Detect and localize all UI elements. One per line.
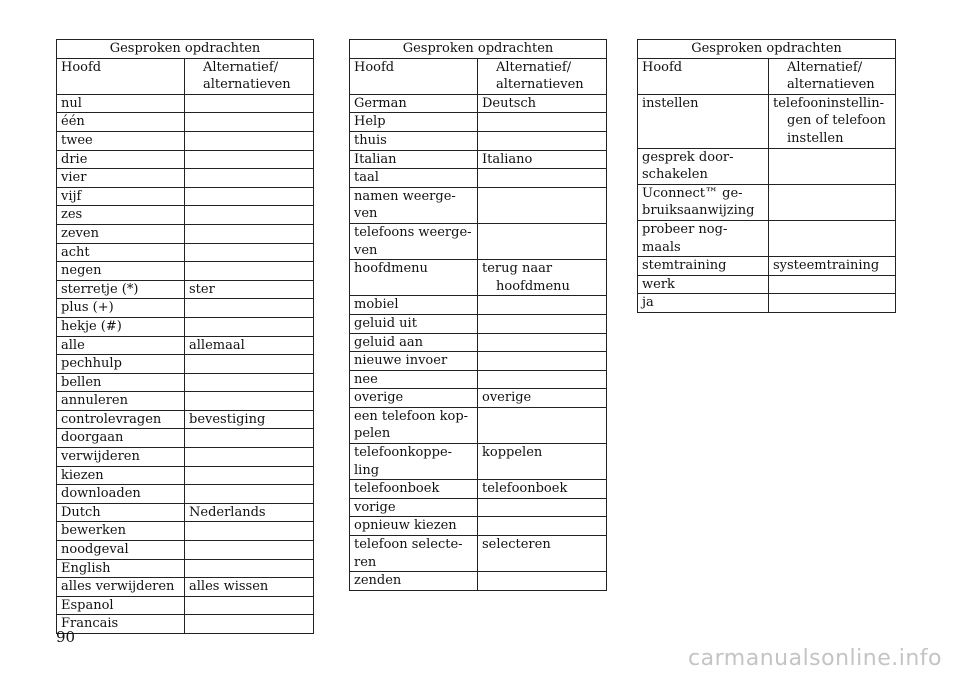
table-row [350,260,607,296]
command-main: twee [57,131,185,150]
table-row [57,336,314,355]
table-row [350,517,607,536]
command-main: vorige [350,498,478,517]
command-main: vijf [57,187,185,206]
command-main: telefoonboek [350,480,478,499]
command-main: geluid aan [350,333,478,352]
command-main: telefoon selecte- ren [350,536,478,572]
command-alternative: telefoonboek [478,480,607,499]
table-row [350,536,607,572]
table-row [57,169,314,188]
command-main: ja [638,294,769,313]
command-alternative [185,113,314,132]
command-alternative [478,223,607,259]
command-main: German [350,94,478,113]
command-alternative [478,407,607,443]
table-title-row [638,40,896,59]
command-alternative [769,220,896,256]
voice-commands-table-2 [349,39,607,591]
command-main: hekje (#) [57,317,185,336]
table-row [638,220,896,256]
command-alternative [185,299,314,318]
command-alternative: koppelen [478,444,607,480]
command-alternative [185,559,314,578]
table-row [57,596,314,615]
voice-commands-table-1 [56,39,314,634]
table-row [350,572,607,591]
command-main: Espanol [57,596,185,615]
command-main: vier [57,169,185,188]
command-alternative [478,370,607,389]
command-main: Italian [350,150,478,169]
command-alternative [769,184,896,220]
command-main: taal [350,169,478,188]
table-title: Gesproken opdrachten [638,40,896,59]
command-main: bewerken [57,522,185,541]
table-row [350,314,607,333]
table-row [350,333,607,352]
command-main: één [57,113,185,132]
command-main: Francais [57,615,185,634]
table-row [57,299,314,318]
table-row [638,275,896,294]
command-alternative [185,169,314,188]
command-alternative [478,572,607,591]
table-row [350,187,607,223]
table-row [57,615,314,634]
command-alternative [185,150,314,169]
command-main: zeven [57,224,185,243]
command-alternative: overige [478,389,607,408]
table-row [350,113,607,132]
command-main: geluid uit [350,314,478,333]
command-main: pechhulp [57,355,185,374]
table-header-row [350,58,607,94]
command-main: instellen [638,94,769,148]
command-alternative: Italiano [478,150,607,169]
table-row [57,113,314,132]
command-alternative [185,429,314,448]
command-alternative [185,355,314,374]
table-header-row [638,58,896,94]
command-main: verwijderen [57,448,185,467]
command-alternative [185,243,314,262]
command-alternative: terug naar hoofdmenu [478,260,607,296]
command-alternative: selecteren [478,536,607,572]
command-main: negen [57,262,185,281]
table-row [57,578,314,597]
command-alternative [185,466,314,485]
table-row [57,392,314,411]
table-row [638,148,896,184]
table-header-row [57,58,314,94]
table-row [57,262,314,281]
command-main: plus (+) [57,299,185,318]
command-main: English [57,559,185,578]
command-alternative [185,485,314,504]
command-alternative [185,94,314,113]
command-alternative [185,187,314,206]
command-alternative [769,294,896,313]
table-row [57,541,314,560]
command-main: Uconnect™ ge- bruiksaanwijzing [638,184,769,220]
command-alternative [769,275,896,294]
table-title-row [57,40,314,59]
command-alternative [185,373,314,392]
command-main: annuleren [57,392,185,411]
table-row [57,429,314,448]
command-alternative [185,522,314,541]
table-row [57,355,314,374]
command-main: overige [350,389,478,408]
table-title: Gesproken opdrachten [57,40,314,59]
command-alternative [478,517,607,536]
command-main: doorgaan [57,429,185,448]
table-row [350,131,607,150]
table-row [57,187,314,206]
command-alternative [478,498,607,517]
command-alternative [185,206,314,225]
table-row [350,223,607,259]
command-alternative [478,352,607,371]
table-row [57,280,314,299]
command-main: nul [57,94,185,113]
command-alternative [185,131,314,150]
command-alternative [478,187,607,223]
command-alternative: systeemtraining [769,257,896,276]
table-row [57,317,314,336]
table-row [350,370,607,389]
command-main: nieuwe invoer [350,352,478,371]
command-main: sterretje (*) [57,280,185,299]
table-row [638,257,896,276]
table-row [350,150,607,169]
command-alternative: alles wissen [185,578,314,597]
command-alternative: Deutsch [478,94,607,113]
command-alternative [478,113,607,132]
command-main: zes [57,206,185,225]
command-main: telefoonkoppe- ling [350,444,478,480]
command-alternative [185,448,314,467]
command-main: acht [57,243,185,262]
command-alternative: Nederlands [185,503,314,522]
table-row [57,373,314,392]
table-row [57,503,314,522]
command-main: opnieuw kiezen [350,517,478,536]
command-main: downloaden [57,485,185,504]
table-row [57,131,314,150]
table-row [350,296,607,315]
command-alternative: allemaal [185,336,314,355]
watermark: carmanualsonline.info [688,646,942,671]
table-row [350,169,607,188]
command-alternative [769,148,896,184]
table-row [57,448,314,467]
column-header-alternative: Alternatief/ alternatieven [769,58,896,94]
command-main: thuis [350,131,478,150]
command-main: Dutch [57,503,185,522]
command-main: probeer nog- maals [638,220,769,256]
table-row [638,184,896,220]
command-main: hoofdmenu [350,260,478,296]
command-alternative: ster [185,280,314,299]
table-row [57,206,314,225]
table-row [350,444,607,480]
command-main: werk [638,275,769,294]
command-main: telefoons weerge- ven [350,223,478,259]
table-row [350,352,607,371]
column-header-main: Hoofd [350,58,478,94]
table-row [638,94,896,148]
table-row [350,407,607,443]
table-row [57,559,314,578]
table-row [57,410,314,429]
command-alternative [478,333,607,352]
table-row [57,224,314,243]
command-main: zenden [350,572,478,591]
command-alternative [478,169,607,188]
table-row [57,466,314,485]
command-main: controlevragen [57,410,185,429]
table-row [350,94,607,113]
command-main: alles verwijderen [57,578,185,597]
command-main: Help [350,113,478,132]
command-alternative [185,224,314,243]
table-row [57,243,314,262]
table-title: Gesproken opdrachten [350,40,607,59]
command-main: alle [57,336,185,355]
column-header-alternative: Alternatief/ alternatieven [185,58,314,94]
command-alternative [185,596,314,615]
table-row [57,485,314,504]
table-row [350,498,607,517]
command-main: namen weerge- ven [350,187,478,223]
command-main: stemtraining [638,257,769,276]
column-header-alternative: Alternatief/ alternatieven [478,58,607,94]
command-alternative: telefooninstellin- gen of telefoon instellen [769,94,896,148]
command-alternative [185,317,314,336]
column-header-main: Hoofd [57,58,185,94]
command-main: mobiel [350,296,478,315]
command-alternative: bevestiging [185,410,314,429]
table-title-row [350,40,607,59]
command-main: drie [57,150,185,169]
table-row [57,522,314,541]
command-main: nee [350,370,478,389]
command-main: bellen [57,373,185,392]
command-alternative [478,314,607,333]
command-main: gesprek door- schakelen [638,148,769,184]
voice-commands-table-3 [637,39,896,313]
command-alternative [478,131,607,150]
command-alternative [185,262,314,281]
command-alternative [185,541,314,560]
table-row [57,94,314,113]
table-row [350,389,607,408]
table-row [638,294,896,313]
column-header-main: Hoofd [638,58,769,94]
command-alternative [185,615,314,634]
command-alternative [478,296,607,315]
command-main: een telefoon kop- pelen [350,407,478,443]
command-main: kiezen [57,466,185,485]
table-row [57,150,314,169]
command-alternative [185,392,314,411]
page-number: 90 [56,628,76,646]
table-row [350,480,607,499]
command-main: noodgeval [57,541,185,560]
